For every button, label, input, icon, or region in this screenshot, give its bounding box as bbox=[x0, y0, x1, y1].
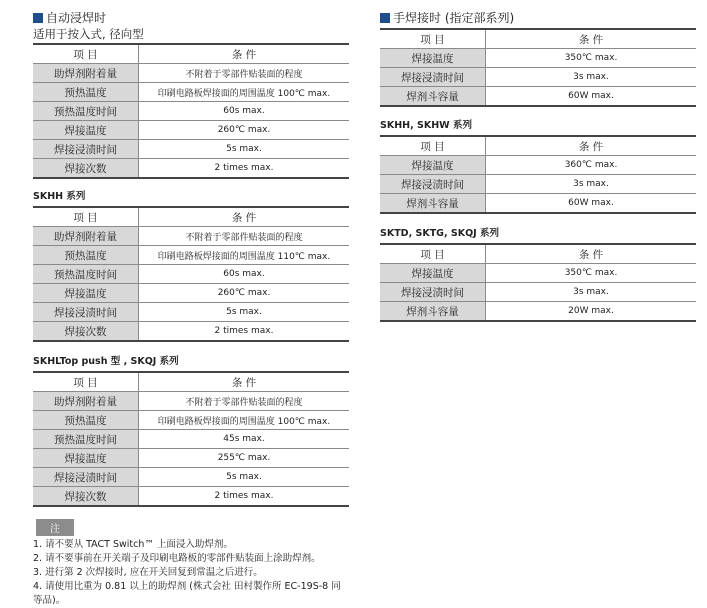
col-header-condition: 条 件 bbox=[486, 29, 697, 49]
row-value: 2 times max. bbox=[139, 322, 350, 342]
note-label: 注 bbox=[36, 519, 74, 536]
table-row bbox=[33, 284, 349, 303]
row-value: 60s max. bbox=[139, 102, 350, 121]
row-key: 预热温度时间 bbox=[33, 265, 139, 284]
table-row bbox=[33, 411, 349, 430]
row-key: 助焊剂附着量 bbox=[33, 227, 139, 246]
manual-table-2 bbox=[380, 135, 696, 214]
row-key: 助焊剂附着量 bbox=[33, 392, 139, 411]
col-header-condition: 条 件 bbox=[139, 44, 350, 64]
note-item: 1. 请不要从 TACT Switch™ 上面浸入助焊剂。 bbox=[33, 539, 233, 550]
auto-dip-title: 自动浸焊时 bbox=[46, 11, 107, 25]
row-key: 焊接次数 bbox=[33, 487, 139, 507]
notes-list bbox=[33, 538, 349, 608]
row-key: 焊接浸渍时间 bbox=[380, 68, 486, 87]
row-value: 5s max. bbox=[139, 140, 350, 159]
table-row bbox=[33, 430, 349, 449]
auto-dip-subtitle: 适用于按入式, 径向型 bbox=[33, 27, 144, 41]
left-column bbox=[33, 0, 349, 608]
section-marker-icon bbox=[33, 13, 43, 23]
col-header-condition: 条 件 bbox=[139, 207, 350, 227]
row-key: 预热温度时间 bbox=[33, 430, 139, 449]
row-key: 焊剂斗容量 bbox=[380, 194, 486, 214]
table-row bbox=[380, 302, 696, 322]
col-header-condition: 条 件 bbox=[486, 244, 697, 264]
row-key: 焊接次数 bbox=[33, 322, 139, 342]
row-key: 焊接温度 bbox=[380, 264, 486, 283]
series-title-skhh: SKHH 系列 bbox=[33, 191, 86, 202]
table-row bbox=[33, 449, 349, 468]
note-item: 3. 进行第 2 次焊接时, 应在开关回复到常温之后进行。 bbox=[33, 567, 263, 578]
series-title-skhl-skqj: SKHLTop push 型 , SKQJ 系列 bbox=[33, 356, 179, 367]
table-row bbox=[33, 487, 349, 507]
table-row bbox=[380, 175, 696, 194]
row-key: 焊接温度 bbox=[33, 284, 139, 303]
table-row bbox=[33, 140, 349, 159]
table-row bbox=[33, 159, 349, 179]
auto-dip-table-3 bbox=[33, 371, 349, 507]
table-row bbox=[380, 264, 696, 283]
right-column bbox=[380, 0, 696, 322]
col-header-item: 项 目 bbox=[380, 244, 486, 264]
col-header-item: 项 目 bbox=[33, 207, 139, 227]
table-row bbox=[33, 102, 349, 121]
table-row bbox=[33, 392, 349, 411]
row-value: 60s max. bbox=[139, 265, 350, 284]
row-value: 260℃ max. bbox=[139, 121, 350, 140]
manual-solder-heading bbox=[380, 11, 696, 25]
table-row bbox=[380, 194, 696, 214]
table-row bbox=[380, 156, 696, 175]
row-key: 焊接温度 bbox=[33, 121, 139, 140]
row-value: 不附着于零部件贴装面的程度 bbox=[139, 64, 350, 83]
row-value: 不附着于零部件贴装面的程度 bbox=[139, 227, 350, 246]
row-value: 印刷电路板焊接面的周围温度 100℃ max. bbox=[139, 411, 350, 430]
row-value: 5s max. bbox=[139, 468, 350, 487]
col-header-item: 项 目 bbox=[33, 372, 139, 392]
row-key: 预热温度 bbox=[33, 411, 139, 430]
table-row bbox=[33, 64, 349, 83]
row-value: 3s max. bbox=[486, 283, 697, 302]
row-key: 焊剂斗容量 bbox=[380, 302, 486, 322]
row-key: 焊接浸渍时间 bbox=[33, 303, 139, 322]
manual-solder-title: 手焊接时 (指定部系列) bbox=[393, 11, 515, 25]
row-key: 焊接次数 bbox=[33, 159, 139, 179]
notes-block bbox=[33, 517, 349, 608]
section-marker-icon bbox=[380, 13, 390, 23]
table-row bbox=[380, 87, 696, 107]
row-key: 预热温度时间 bbox=[33, 102, 139, 121]
row-value: 3s max. bbox=[486, 175, 697, 194]
table-row bbox=[33, 83, 349, 102]
row-value: 2 times max. bbox=[139, 487, 350, 507]
col-header-item: 项 目 bbox=[380, 136, 486, 156]
manual-table-3 bbox=[380, 243, 696, 322]
row-value: 印刷电路板焊接面的周围温度 110℃ max. bbox=[139, 246, 350, 265]
col-header-condition: 条 件 bbox=[139, 372, 350, 392]
note-item: 2. 请不要事前在开关端子及印刷电路板的零部件贴装面上涂助焊剂。 bbox=[33, 553, 321, 564]
series-title-sktd-sktg-skqj: SKTD, SKTG, SKQJ 系列 bbox=[380, 228, 500, 239]
col-header-item: 项 目 bbox=[380, 29, 486, 49]
table-row bbox=[33, 246, 349, 265]
row-value: 2 times max. bbox=[139, 159, 350, 179]
row-value: 不附着于零部件贴装面的程度 bbox=[139, 392, 350, 411]
manual-table-1 bbox=[380, 28, 696, 107]
row-key: 焊接浸渍时间 bbox=[380, 175, 486, 194]
row-key: 焊接浸渍时间 bbox=[380, 283, 486, 302]
col-header-item: 项 目 bbox=[33, 44, 139, 64]
row-key: 焊接温度 bbox=[380, 156, 486, 175]
row-key: 焊剂斗容量 bbox=[380, 87, 486, 107]
row-key: 预热温度 bbox=[33, 83, 139, 102]
table-row bbox=[380, 68, 696, 87]
row-value: 印刷电路板焊接面的周围温度 100℃ max. bbox=[139, 83, 350, 102]
row-value: 255℃ max. bbox=[139, 449, 350, 468]
row-value: 260℃ max. bbox=[139, 284, 350, 303]
table-row bbox=[380, 283, 696, 302]
table-row bbox=[33, 121, 349, 140]
row-value: 3s max. bbox=[486, 68, 697, 87]
row-value: 60W max. bbox=[486, 87, 697, 107]
col-header-condition: 条 件 bbox=[486, 136, 697, 156]
row-key: 焊接温度 bbox=[380, 49, 486, 68]
table-row bbox=[33, 303, 349, 322]
auto-dip-table-2 bbox=[33, 206, 349, 342]
row-value: 360℃ max. bbox=[486, 156, 697, 175]
series-title-skhh-skhw: SKHH, SKHW 系列 bbox=[380, 120, 472, 131]
row-key: 助焊剂附着量 bbox=[33, 64, 139, 83]
table-row bbox=[33, 265, 349, 284]
row-key: 焊接温度 bbox=[33, 449, 139, 468]
row-key: 焊接浸渍时间 bbox=[33, 140, 139, 159]
table-row bbox=[33, 227, 349, 246]
auto-dip-heading bbox=[33, 11, 349, 25]
row-value: 350℃ max. bbox=[486, 49, 697, 68]
row-value: 60W max. bbox=[486, 194, 697, 214]
table-row bbox=[380, 49, 696, 68]
row-value: 350℃ max. bbox=[486, 264, 697, 283]
row-value: 45s max. bbox=[139, 430, 350, 449]
auto-dip-table-1 bbox=[33, 43, 349, 179]
table-row bbox=[33, 322, 349, 342]
row-value: 5s max. bbox=[139, 303, 350, 322]
table-row bbox=[33, 468, 349, 487]
row-value: 20W max. bbox=[486, 302, 697, 322]
row-key: 焊接浸渍时间 bbox=[33, 468, 139, 487]
note-item: 4. 请使用比重为 0.81 以上的助焊剂 (株式会社 田村製作所 EC-19S-8 同等品)。 bbox=[33, 581, 341, 606]
row-key: 预热温度 bbox=[33, 246, 139, 265]
